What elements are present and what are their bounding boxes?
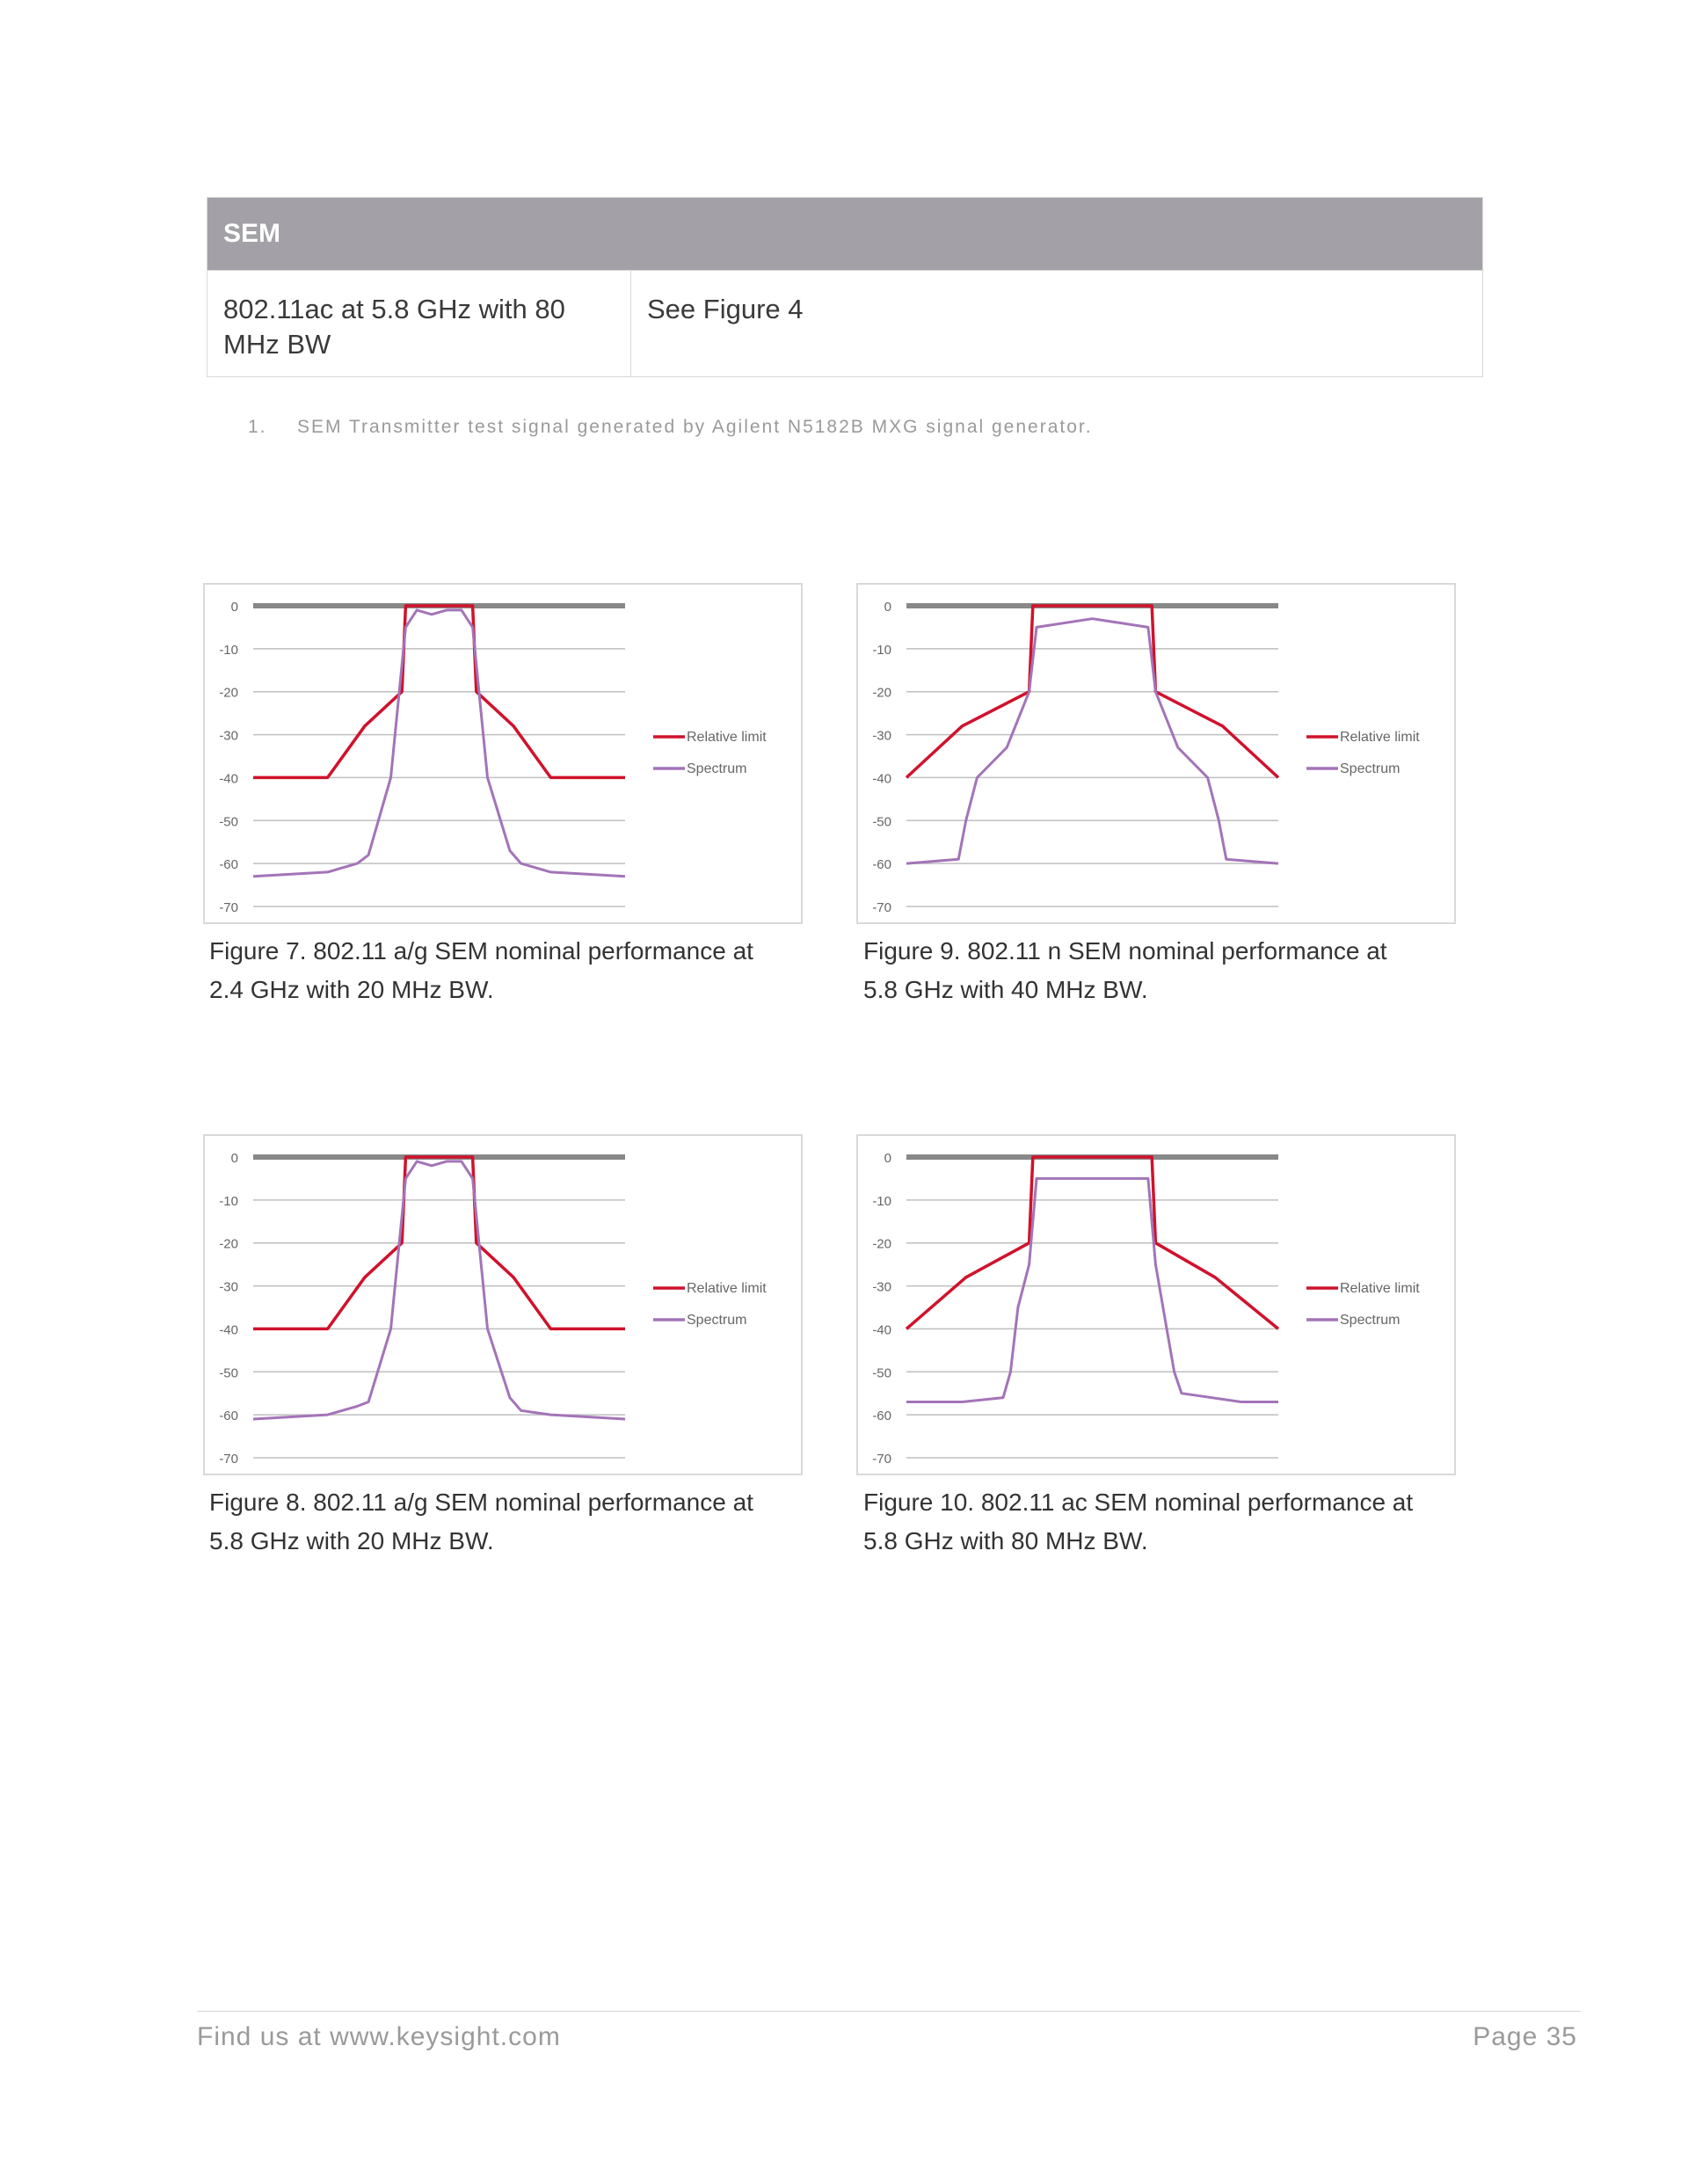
- y-tick-label: -40: [872, 1322, 891, 1338]
- legend-label: Spectrum: [687, 761, 747, 776]
- y-tick-label: -60: [872, 857, 891, 873]
- y-tick-label: -50: [219, 1365, 238, 1381]
- y-tick-label: -10: [219, 642, 238, 658]
- footer-website[interactable]: Find us at www.keysight.com: [197, 2022, 561, 2051]
- y-tick-label: -40: [872, 771, 891, 787]
- y-tick-label: -60: [219, 1409, 238, 1424]
- sem-table-header: SEM: [207, 198, 1482, 270]
- caption-line: Figure 9. 802.11 n SEM nominal performance at: [863, 937, 1387, 965]
- y-tick-label: -10: [872, 1193, 891, 1209]
- legend-label: Spectrum: [1340, 1313, 1401, 1328]
- y-tick-label: -40: [219, 771, 238, 787]
- y-tick-label: -20: [872, 685, 891, 701]
- y-tick-label: 0: [884, 1151, 891, 1166]
- legend-label: Relative limit: [1340, 1281, 1420, 1296]
- y-tick-label: 0: [230, 600, 238, 615]
- y-tick-label: -70: [872, 900, 891, 915]
- legend-label: Spectrum: [1340, 761, 1401, 776]
- y-tick-label: -60: [872, 1409, 891, 1424]
- footer-divider: [197, 2011, 1581, 2012]
- figure-10-chart: [856, 1134, 1456, 1475]
- figure-7-chart: [203, 583, 803, 924]
- y-tick-label: -70: [872, 1452, 891, 1467]
- table-cell-reference: See Figure 4: [647, 294, 804, 324]
- caption-line: 5.8 GHz with 80 MHz BW.: [863, 1527, 1148, 1554]
- spectrum-line: [906, 619, 1278, 863]
- figure-9-chart: [856, 583, 1456, 924]
- figure-9-caption: [863, 932, 1479, 1009]
- y-tick-label: -70: [219, 1452, 238, 1467]
- y-tick-label: -30: [219, 1279, 238, 1295]
- legend-label: Relative limit: [687, 1281, 767, 1296]
- y-tick-label: 0: [884, 600, 891, 615]
- table-row: [207, 270, 1482, 376]
- page-number: Page 35: [1473, 2022, 1577, 2051]
- footnote-text: SEM Transmitter test signal generated by Agilent N5182B MXG signal generator.: [297, 417, 1093, 437]
- y-tick-label: -60: [219, 857, 238, 873]
- spectrum-line: [906, 1178, 1278, 1401]
- footnote-number: 1.: [248, 417, 267, 437]
- legend-label: Relative limit: [687, 730, 767, 745]
- caption-line: 5.8 GHz with 40 MHz BW.: [863, 976, 1148, 1003]
- y-tick-label: -30: [872, 1279, 891, 1295]
- sem-table: [207, 197, 1483, 377]
- y-tick-label: -20: [872, 1236, 891, 1252]
- y-tick-label: -20: [219, 1236, 238, 1252]
- y-tick-label: -20: [219, 685, 238, 701]
- footnote: [248, 417, 1093, 438]
- caption-line: 5.8 GHz with 20 MHz BW.: [209, 1527, 494, 1554]
- y-tick-label: -30: [219, 728, 238, 744]
- chart-svg: [858, 1136, 1458, 1477]
- y-tick-label: -50: [872, 814, 891, 830]
- y-tick-label: 0: [230, 1151, 238, 1166]
- y-tick-label: -50: [219, 814, 238, 830]
- figure-8-chart: [203, 1134, 803, 1475]
- caption-line: 2.4 GHz with 20 MHz BW.: [209, 976, 494, 1003]
- figure-7-caption: [209, 932, 825, 1009]
- chart-svg: [205, 1136, 804, 1477]
- y-tick-label: -40: [219, 1322, 238, 1338]
- spectrum-line: [253, 610, 625, 877]
- figure-10-caption: [863, 1483, 1479, 1561]
- caption-line: Figure 8. 802.11 a/g SEM nominal performance at: [209, 1489, 753, 1516]
- chart-svg: [858, 585, 1458, 926]
- table-cell-condition: 802.11ac at 5.8 GHz with 80 MHz BW: [207, 271, 631, 376]
- y-tick-label: -10: [219, 1193, 238, 1209]
- y-tick-label: -10: [872, 642, 891, 658]
- legend-label: Relative limit: [1340, 730, 1420, 745]
- y-tick-label: -30: [872, 728, 891, 744]
- figure-8-caption: [209, 1483, 825, 1561]
- caption-line: Figure 10. 802.11 ac SEM nominal performance at: [863, 1489, 1414, 1516]
- y-tick-label: -50: [872, 1365, 891, 1381]
- chart-svg: [205, 585, 804, 926]
- legend-label: Spectrum: [687, 1313, 747, 1328]
- y-tick-label: -70: [219, 900, 238, 915]
- caption-line: Figure 7. 802.11 a/g SEM nominal performance at: [209, 937, 753, 965]
